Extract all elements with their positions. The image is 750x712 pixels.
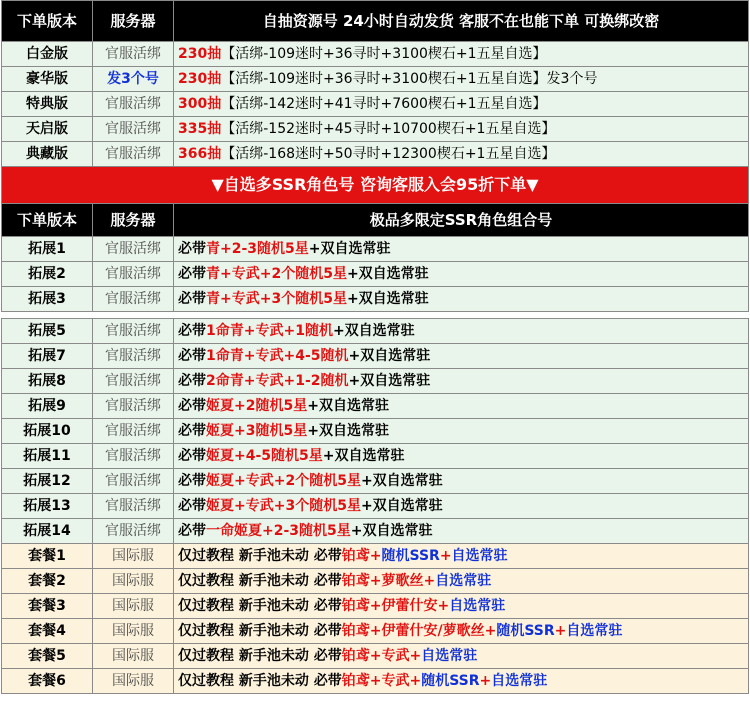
row-name: 套餐4: [2, 619, 93, 644]
row-name: 拓展10: [2, 419, 93, 444]
description-segment: 青+2-3随机5星: [206, 241, 309, 257]
row-server: 国际服: [93, 644, 174, 669]
group-separator: [2, 312, 749, 319]
row-server: 官服活绑: [93, 394, 174, 419]
row-name: 拓展12: [2, 469, 93, 494]
package-description: [174, 669, 749, 694]
edition-row: [2, 42, 749, 67]
edition-description: [174, 92, 749, 117]
edition-contents: 【活绑-168迷时+50寻时+12300楔石+1五星自选】: [221, 146, 556, 162]
edition-description: [174, 117, 749, 142]
description-segment: +双自选常驻: [360, 498, 443, 514]
description-segment: 自选常驻: [491, 673, 548, 689]
description-segment: +双自选常驻: [307, 398, 389, 414]
row-server: 官服活绑: [93, 262, 174, 287]
row-name: 拓展11: [2, 444, 93, 469]
description-segment: +: [439, 548, 452, 564]
description-segment: +: [484, 623, 497, 639]
row-server: 国际服: [93, 544, 174, 569]
package-description: [174, 262, 749, 287]
header-description: 极品多限定SSR角色组合号: [174, 204, 749, 237]
package-description: [174, 594, 749, 619]
expansion-row: [2, 419, 749, 444]
description-segment: 铂鸢+伊蕾什安: [341, 598, 438, 614]
row-name: 拓展13: [2, 494, 93, 519]
description-segment: 仅过教程 新手池未动 必带: [178, 648, 342, 664]
package-description: [174, 287, 749, 312]
row-server: 官服活绑: [93, 319, 174, 344]
header-server: 服务器: [93, 204, 174, 237]
description-segment: 青+专武+3个随机5星: [206, 291, 347, 307]
description-segment: 随机SSR: [421, 673, 480, 689]
row-name: 拓展7: [2, 344, 93, 369]
edition-price: 335抽: [178, 121, 222, 137]
header-edition: 下单版本: [2, 204, 93, 237]
edition-server: 官服活绑: [93, 142, 174, 167]
package-description: [174, 344, 749, 369]
description-segment: 仅过教程 新手池未动 必带: [178, 673, 342, 689]
edition-contents: 【活绑-109迷时+36寻时+3100楔石+1五星自选】: [221, 46, 547, 62]
description-segment: 铂鸢+专武: [341, 673, 410, 689]
description-segment: 1命青+专武+1随机: [206, 323, 333, 339]
row-server: 国际服: [93, 669, 174, 694]
header-edition: 下单版本: [2, 1, 93, 42]
description-segment: 一命姬夏+2-3随机5星: [206, 523, 351, 539]
description-segment: +双自选常驻: [346, 291, 429, 307]
description-segment: 仅过教程 新手池未动 必带: [178, 573, 342, 589]
description-segment: 必带: [178, 448, 206, 464]
header-row-top: [2, 1, 749, 42]
edition-name: 典藏版: [2, 142, 93, 167]
description-segment: 铂鸢: [341, 548, 370, 564]
row-name: 套餐3: [2, 594, 93, 619]
edition-price: 230抽: [178, 46, 222, 62]
description-segment: +: [423, 573, 436, 589]
description-segment: 自选常驻: [566, 623, 623, 639]
row-name: 套餐6: [2, 669, 93, 694]
description-segment: 青+专武+2个随机5星: [206, 266, 347, 282]
expansion-row: [2, 319, 749, 344]
package-description: [174, 519, 749, 544]
row-server: 官服活绑: [93, 369, 174, 394]
row-name: 拓展2: [2, 262, 93, 287]
row-server: 官服活绑: [93, 419, 174, 444]
expansion-row: [2, 369, 749, 394]
description-segment: 仅过教程 新手池未动 必带: [178, 598, 342, 614]
edition-name: 特典版: [2, 92, 93, 117]
package-row: [2, 644, 749, 669]
description-segment: 必带: [178, 398, 206, 414]
row-server: 国际服: [93, 594, 174, 619]
package-description: [174, 419, 749, 444]
description-segment: 必带: [178, 473, 206, 489]
description-segment: 姬夏+3随机5星: [206, 423, 308, 439]
package-description: [174, 569, 749, 594]
expansion-row: [2, 287, 749, 312]
description-segment: 铂鸢+萝歌丝: [341, 573, 424, 589]
package-row: [2, 569, 749, 594]
description-segment: 自选常驻: [451, 548, 508, 564]
edition-server: 官服活绑: [93, 92, 174, 117]
edition-description: [174, 142, 749, 167]
description-segment: 自选常驻: [421, 648, 478, 664]
row-name: 套餐5: [2, 644, 93, 669]
row-name: 套餐1: [2, 544, 93, 569]
package-description: [174, 319, 749, 344]
description-segment: 姬夏+2随机5星: [206, 398, 308, 414]
edition-contents: 【活绑-152迷时+45寻时+10700楔石+1五星自选】: [221, 121, 556, 137]
description-segment: 姬夏+4-5随机5星: [206, 448, 323, 464]
description-segment: 必带: [178, 373, 206, 389]
edition-description: [174, 42, 749, 67]
package-description: [174, 494, 749, 519]
description-segment: 必带: [178, 266, 206, 282]
description-segment: 铂鸢+专武: [341, 648, 410, 664]
description-segment: +双自选常驻: [308, 241, 391, 257]
edition-contents: 【活绑-142迷时+41寻时+7600楔石+1五星自选】: [221, 96, 547, 112]
description-segment: 2命青+专武+1-2随机: [206, 373, 349, 389]
description-segment: 铂鸢+伊蕾什安/萝歌丝: [341, 623, 485, 639]
expansion-row: [2, 519, 749, 544]
row-name: 拓展5: [2, 319, 93, 344]
row-name: 拓展1: [2, 237, 93, 262]
description-segment: 必带: [178, 291, 206, 307]
description-segment: 自选常驻: [435, 573, 492, 589]
description-segment: 必带: [178, 348, 206, 364]
edition-row: [2, 67, 749, 92]
description-segment: +: [409, 648, 422, 664]
description-segment: +: [437, 598, 450, 614]
description-segment: +双自选常驻: [350, 523, 433, 539]
edition-name: 白金版: [2, 42, 93, 67]
edition-row: [2, 117, 749, 142]
header-row-second: [2, 204, 749, 237]
description-segment: +双自选常驻: [348, 348, 431, 364]
description-segment: +双自选常驻: [322, 448, 405, 464]
row-server: 官服活绑: [93, 444, 174, 469]
expansion-row: [2, 394, 749, 419]
edition-contents: 【活绑-109迷时+36寻时+3100楔石+1五星自选】发3个号: [221, 71, 598, 87]
price-table: [1, 0, 749, 694]
row-name: 拓展3: [2, 287, 93, 312]
package-description: [174, 237, 749, 262]
expansion-row: [2, 444, 749, 469]
description-segment: +双自选常驻: [346, 266, 429, 282]
package-description: [174, 619, 749, 644]
row-name: 拓展9: [2, 394, 93, 419]
edition-description: [174, 67, 749, 92]
description-segment: 必带: [178, 498, 206, 514]
row-name: 套餐2: [2, 569, 93, 594]
expansion-row: [2, 469, 749, 494]
edition-price: 300抽: [178, 96, 222, 112]
description-segment: +双自选常驻: [348, 373, 431, 389]
expansion-row: [2, 344, 749, 369]
package-description: [174, 469, 749, 494]
edition-row: [2, 142, 749, 167]
expansion-row: [2, 262, 749, 287]
description-segment: 随机SSR: [381, 548, 440, 564]
edition-name: 天启版: [2, 117, 93, 142]
row-server: 官服活绑: [93, 344, 174, 369]
row-server: 官服活绑: [93, 287, 174, 312]
row-name: 拓展14: [2, 519, 93, 544]
description-segment: 必带: [178, 423, 206, 439]
description-segment: +双自选常驻: [307, 423, 389, 439]
package-row: [2, 594, 749, 619]
package-description: [174, 644, 749, 669]
description-segment: 仅过教程 新手池未动 必带: [178, 548, 342, 564]
description-segment: +: [369, 548, 382, 564]
description-segment: +: [479, 673, 492, 689]
package-description: [174, 394, 749, 419]
description-segment: 自选常驻: [449, 598, 506, 614]
row-server: 官服活绑: [93, 237, 174, 262]
description-segment: 姬夏+专武+3个随机5星: [206, 498, 361, 514]
expansion-row: [2, 237, 749, 262]
package-row: [2, 619, 749, 644]
header-server: 服务器: [93, 1, 174, 42]
description-segment: +: [409, 673, 422, 689]
package-description: [174, 444, 749, 469]
description-segment: 姬夏+专武+2个随机5星: [206, 473, 361, 489]
description-segment: 仅过教程 新手池未动 必带: [178, 623, 342, 639]
edition-price: 366抽: [178, 146, 222, 162]
expansion-row: [2, 494, 749, 519]
edition-name: 豪华版: [2, 67, 93, 92]
edition-row: [2, 92, 749, 117]
row-server: 官服活绑: [93, 469, 174, 494]
description-segment: +双自选常驻: [360, 473, 443, 489]
description-segment: 随机SSR: [496, 623, 555, 639]
edition-price: 230抽: [178, 71, 222, 87]
package-row: [2, 669, 749, 694]
edition-server: 官服活绑: [93, 117, 174, 142]
row-server: 官服活绑: [93, 519, 174, 544]
row-server: 国际服: [93, 569, 174, 594]
banner-row: [2, 167, 749, 204]
description-segment: 1命青+专武+4-5随机: [206, 348, 349, 364]
package-description: [174, 544, 749, 569]
row-server: 官服活绑: [93, 494, 174, 519]
row-name: 拓展8: [2, 369, 93, 394]
edition-server: 官服活绑: [93, 42, 174, 67]
header-description: 自抽资源号 24小时自动发货 客服不在也能下单 可换绑改密: [174, 1, 749, 42]
description-segment: 必带: [178, 523, 206, 539]
promo-banner: ▼自选多SSR角色号 咨询客服入会95折下单▼: [2, 167, 749, 204]
separator: [2, 312, 749, 319]
package-row: [2, 544, 749, 569]
description-segment: 必带: [178, 241, 206, 257]
description-segment: +双自选常驻: [332, 323, 415, 339]
edition-server: 发3个号: [93, 67, 174, 92]
description-segment: +: [554, 623, 567, 639]
row-server: 国际服: [93, 619, 174, 644]
description-segment: 必带: [178, 323, 206, 339]
package-description: [174, 369, 749, 394]
